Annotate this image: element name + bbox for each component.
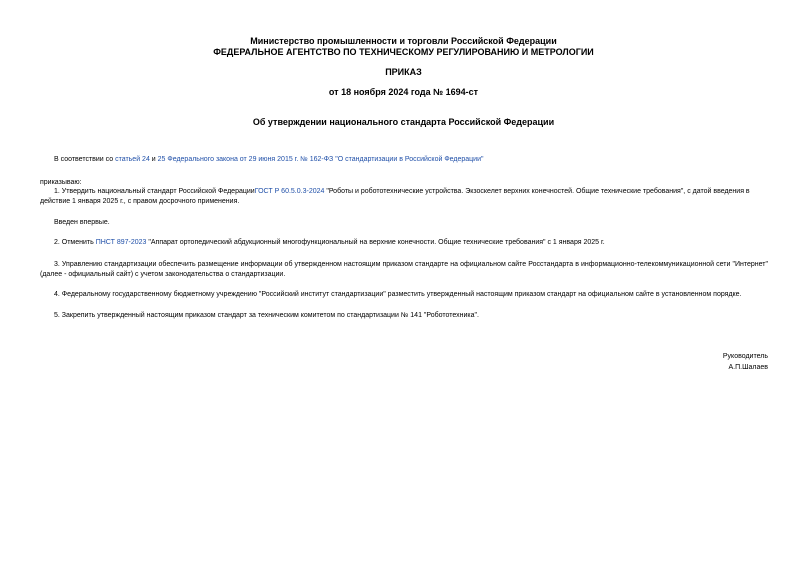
preamble-prefix: В соответствии со xyxy=(54,156,116,163)
preamble-paragraph xyxy=(40,155,768,165)
item-1-paragraph xyxy=(40,187,768,207)
item-4-paragraph: 4. Федеральному государственному бюджетному учреждению "Российский институт стандартизации" разместить утвержденный настоящим приказом стандарт на официальном сайте в установленном порядке. xyxy=(54,291,742,298)
order-subject: Об утверждении национального стандарта Российской Федерации xyxy=(252,117,555,127)
item-1-suffix: "Роботы и робототехнические устройства. Экзоскелет верхних конечностей. Общие технические требования", с датой введения в действие 1 января 2025 г., с правом досрочного применения. xyxy=(40,188,750,205)
item-2-prefix: 2. Отменить xyxy=(54,239,96,246)
item-1-prefix: 1. Утвердить национальный стандарт Российской Федерации xyxy=(54,188,255,195)
date-number: от 18 ноября 2024 года № 1694-ст xyxy=(328,87,479,97)
item-2-paragraph xyxy=(40,238,768,248)
gost-standard-link[interactable]: ГОСТ Р 60.5.0.3-2024 xyxy=(254,188,325,195)
ministry-title: Министерство промышленности и торговли Российской Федерации xyxy=(250,36,557,46)
pnst-standard-link[interactable]: ПНСТ 897-2023 xyxy=(95,239,147,246)
item-2-suffix: "Аппарат ортопедический абдукционный многофункциональный на верхние конечности. Общие технические требования" с 1 января 2025 г. xyxy=(146,239,605,246)
item-5-paragraph: 5. Закрепить утвержденный настоящим приказом стандарт за техническим комитетом по стандартизации № 141 "Робототехника". xyxy=(54,312,479,319)
signature-name: А.П.Шалаев xyxy=(728,364,768,371)
signature-title: Руководитель xyxy=(722,353,768,360)
federal-law-link[interactable]: 25 Федерального закона от 29 июня 2015 г. № 162-ФЗ "О стандартизации в Российской Федерации" xyxy=(157,156,484,163)
item-3-paragraph: 3. Управлению стандартизации обеспечить размещение информации об утвержденном настоящим приказом стандарте на официальном сайте Росстандарта в информационно-телекоммуникационной сети "Интернет" (далее - официальный сайт) с учетом законодательства о стандартизации. xyxy=(40,261,768,278)
order-word: приказываю: xyxy=(40,179,82,186)
introduced-first-time: Введен впервые. xyxy=(54,219,110,226)
preamble-mid: и xyxy=(149,156,158,163)
law-article-24-link[interactable]: статьей 24 xyxy=(115,156,150,163)
doc-type-heading: ПРИКАЗ xyxy=(385,67,422,77)
agency-title: ФЕДЕРАЛЬНОЕ АГЕНТСТВО ПО ТЕХНИЧЕСКОМУ РЕГУЛИРОВАНИЮ И МЕТРОЛОГИИ xyxy=(213,47,594,57)
